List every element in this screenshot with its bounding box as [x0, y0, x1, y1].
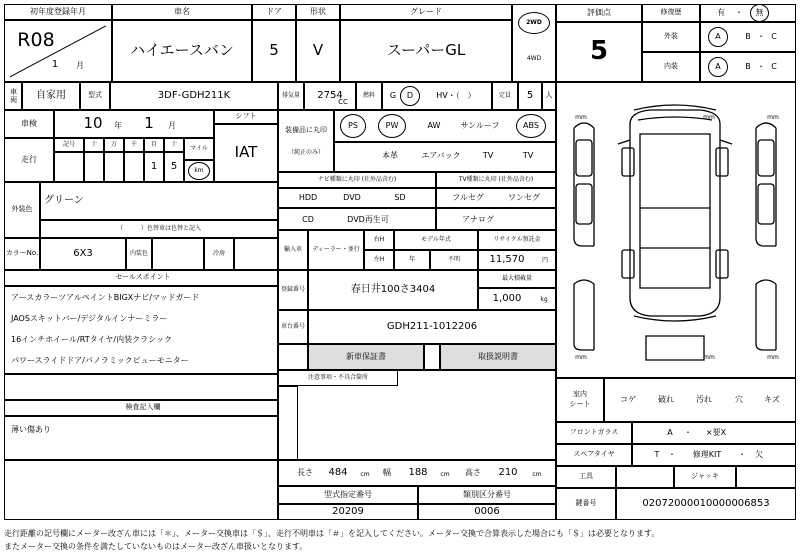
use-value: 自家用	[22, 82, 80, 110]
import-lefth: 左H	[364, 250, 394, 270]
class-no-label: 類別区分番号	[418, 486, 556, 504]
nav-dvdplay: DVD再生可	[347, 214, 389, 224]
mm-mark-4: mm	[703, 353, 715, 361]
car-name-label: 車名	[112, 4, 252, 20]
caution-area	[278, 370, 556, 460]
sales-line-0: アースカラーツアルペイントBIGXナビ/マッドガード	[11, 292, 200, 302]
recycle-value: 11,570	[489, 253, 525, 265]
inspect-month-unit: 月	[168, 120, 176, 130]
recycle-label: リサイクル預託金	[478, 230, 556, 250]
width-unit: cm	[440, 470, 450, 478]
history-label: 修復歴	[642, 4, 700, 22]
seat-item-2: 汚れ	[696, 394, 712, 404]
fuel-hv: HV・（ ）	[436, 90, 476, 100]
inspect-notes-line-0: 薄い傷あり	[11, 424, 51, 434]
nav-dvd: DVD	[343, 192, 361, 202]
maxload-value: 1,000	[492, 292, 522, 304]
reg-year: R08	[17, 29, 55, 52]
front-glass-label: フロントガラス	[556, 422, 632, 444]
mileage-unit-km: km	[188, 162, 210, 180]
vin-label	[278, 310, 308, 344]
color-value: グリーン	[40, 182, 278, 220]
disp-value: 2754	[304, 82, 356, 110]
spare-item-0: T	[654, 449, 660, 459]
spare-item-3: ・	[738, 449, 746, 459]
model-year-year: 年	[394, 250, 430, 270]
grade-value: スーパーGL	[340, 20, 512, 82]
jack-value	[736, 466, 796, 488]
sales-title	[4, 270, 278, 286]
footer-line-1: 走行距離の記号欄にメーター改ざん車には「＊」、メーター交換車は「＄」、走行不明車は「＃」を記入してください。メーター交換で合算表示した場合にも「＄」は必要となります。	[4, 529, 660, 538]
colorno-value: 6X3	[40, 238, 126, 270]
caution-left-col	[278, 386, 298, 460]
colorno-label	[4, 238, 40, 270]
innercolor-value	[152, 238, 204, 270]
mileage-cell-2	[104, 152, 124, 182]
seat-label: シート	[569, 400, 591, 408]
cap-value: 5	[518, 82, 542, 110]
mileage-cell-3	[124, 152, 144, 182]
exterior-sep: ・	[757, 31, 765, 41]
regnum-label-text: 登録番号	[280, 286, 305, 293]
caution-label: 注意事項・不具合箇所	[278, 370, 398, 386]
model-value: 3DF-GDH211K	[110, 82, 278, 110]
equip-pw: PW	[378, 114, 406, 138]
mm-mark-1: mm	[703, 113, 715, 121]
vin-label-text: 車台番号	[280, 323, 305, 330]
import-label	[278, 230, 308, 270]
spare-item-1: ・	[668, 449, 676, 459]
equip-airbag: エアバック	[421, 150, 461, 160]
manual-button[interactable]: 取扱説明書	[440, 344, 556, 370]
button-spacer-1	[278, 344, 308, 370]
button-spacer-2	[424, 344, 440, 370]
seat-item-0: コゲ	[620, 394, 636, 404]
exterior-a: A	[708, 27, 728, 47]
front-glass-a: A	[667, 427, 673, 437]
interior-c: C	[771, 61, 777, 71]
mm-mark-2: mm	[767, 113, 779, 121]
tool-value	[616, 466, 674, 488]
grade-label: グレード	[340, 4, 512, 20]
tv-fullseg: フルセグ	[452, 192, 484, 202]
mileage-cell-1	[84, 152, 104, 182]
mileage-head-5: 十	[164, 138, 184, 152]
spare-item-2: 修理KIT	[692, 449, 722, 459]
equip-title-sub: （純正のみ）	[287, 148, 324, 156]
tv-oneseg: ワンセグ	[508, 192, 540, 202]
footer-line-2: またメーター交換の条件を満たしていないものはメーター改ざん車扱いとなります。	[4, 542, 308, 551]
score-value: 5	[556, 22, 642, 82]
fuel-label: 燃料	[356, 82, 382, 110]
seat-item-1: 破れ	[658, 394, 674, 404]
length-label: 長さ	[297, 467, 313, 477]
interior-a: A	[708, 57, 728, 77]
import-label-text: 輸入車	[283, 246, 302, 253]
equip-tv2: TV	[522, 150, 534, 160]
equip-title	[280, 118, 332, 142]
key-value: 02072000010000006853	[616, 488, 796, 520]
key-label-text: 鍵番号	[575, 499, 597, 508]
innercolor-label-text: 内装色	[129, 250, 148, 257]
length-unit: cm	[360, 470, 370, 478]
sales-gap-box	[4, 374, 278, 400]
shape-label: 形状	[296, 4, 340, 20]
reg-month: 1	[51, 58, 59, 70]
drive-4wd: 4WD	[526, 54, 542, 62]
inspect-notes-title-text: 検査記入欄	[125, 403, 161, 412]
seat-item-3: 穴	[735, 394, 743, 404]
aircon-label: 冷房	[204, 238, 234, 270]
nav-cd: CD	[302, 214, 314, 224]
mileage-label: 走行	[4, 138, 54, 182]
sales-line-3: パワースライドドア/パノラミックビューモニター	[11, 355, 189, 365]
equip-tv1: TV	[482, 150, 494, 160]
import-righth: 右H	[364, 230, 394, 250]
inspect-year: 10	[83, 114, 103, 133]
type-no-label: 型式指定番号	[278, 486, 418, 504]
mm-mark-5: mm	[767, 353, 779, 361]
mileage-unit-mile: マイル	[184, 138, 214, 160]
innercolor-label	[126, 238, 152, 270]
mm-mark-3: mm	[575, 353, 587, 361]
equip-leather: 本革	[382, 150, 398, 160]
type-no-value: 20209	[278, 504, 418, 520]
mileage-cell-5: 5	[164, 152, 184, 182]
mileage-head-4: 百	[144, 138, 164, 152]
spare-tire-label: スペアタイヤ	[556, 444, 632, 466]
mileage-cell-4: 1	[144, 152, 164, 182]
front-glass-x: ×要X	[705, 427, 727, 437]
maxload-label: 最大積載量	[478, 270, 556, 288]
sales-line-2: 16インチホイール/RTタイヤ/内装クラシック	[11, 334, 172, 344]
regnum-value: 春日井100さ3404	[308, 270, 478, 310]
room-label: 室内	[573, 390, 587, 399]
nav-hdd: HDD	[298, 192, 318, 202]
nav-title: ナビ種類に丸印 (社外品含む)	[278, 172, 436, 188]
spare-item-4: 欠	[755, 449, 763, 459]
colorno-label-text: カラーNo.	[5, 249, 39, 258]
car-name-value: ハイエースバン	[112, 20, 252, 82]
seat-item-4: キズ	[764, 394, 780, 404]
vin-value: GDH211-1012206	[308, 310, 556, 344]
history-yes: 有	[717, 7, 725, 17]
mileage-head-2: 万	[104, 138, 124, 152]
interior-b: B	[745, 61, 751, 71]
length-value: 484	[328, 466, 348, 478]
door-value: 5	[252, 20, 296, 82]
reg-month-unit: 月	[76, 60, 84, 70]
nav-sd: SD	[394, 192, 406, 202]
use-label: 車両	[4, 82, 22, 110]
score-title: 評価点	[556, 4, 642, 22]
model-label: 型式	[80, 82, 110, 110]
tool-label: 工具	[556, 466, 616, 488]
equip-title-main: 装備品に丸印	[285, 125, 327, 134]
color-label: 外装色	[4, 182, 40, 238]
shape-value: V	[296, 20, 340, 82]
inspect-notes-title	[4, 400, 278, 416]
height-label: 高さ	[465, 467, 481, 477]
mileage-cell-0	[54, 152, 84, 182]
color-note: （ ）色替車は色替と記入	[40, 220, 278, 238]
height-unit: cm	[532, 470, 542, 478]
door-label: ドア	[252, 4, 296, 20]
regnum-label	[278, 270, 308, 310]
mileage-head-3: 千	[124, 138, 144, 152]
shift-label: シフト	[214, 110, 278, 124]
aircon-value	[234, 238, 278, 270]
interior-sep2: ・	[757, 61, 765, 71]
interior-label: 内装	[642, 52, 700, 82]
front-glass-sep: ・	[684, 427, 692, 437]
class-no-value: 0006	[418, 504, 556, 520]
drive-2wd: 2WD	[518, 12, 550, 34]
room-seat-label	[556, 378, 604, 422]
cap-label: 定員	[492, 82, 518, 110]
tv-title: TV種類に丸印 (社外品含む)	[436, 172, 556, 188]
history-no: 無	[750, 4, 769, 22]
model-year-label: モデル年式	[394, 230, 478, 250]
history-sep: ・	[735, 7, 743, 17]
inspect-label: 車検	[4, 110, 54, 138]
equip-ps: PS	[340, 114, 366, 138]
shift-value: IAT	[214, 124, 278, 182]
equip-sunroof: サンルーフ	[460, 120, 500, 130]
left-bottom-filler	[4, 460, 278, 520]
cap-unit: 人	[542, 82, 556, 110]
height-value: 210	[498, 466, 518, 478]
exterior-b: B	[745, 31, 751, 41]
mileage-head-1: 十	[84, 138, 104, 152]
equip-aw: AW	[427, 120, 441, 130]
inspect-month: 1	[144, 114, 154, 133]
reg-date-label: 初年度登録年月	[4, 4, 112, 20]
recycle-unit: 円	[541, 256, 548, 264]
fuel-d: D	[400, 86, 420, 106]
sales-title-text: セールスポイント	[115, 273, 171, 282]
mileage-head-0: 記号	[54, 138, 84, 152]
width-value: 188	[408, 466, 428, 478]
inspect-year-unit: 年	[114, 120, 122, 130]
key-label	[556, 488, 616, 520]
maxload-unit: kg	[540, 295, 548, 303]
exterior-c: C	[771, 31, 777, 41]
import-dealer-text: ディーラー・並行	[312, 246, 360, 254]
import-dealer	[308, 230, 364, 270]
model-year-unknown: 不明	[430, 250, 478, 270]
new-warranty-button[interactable]: 新車保証書	[308, 344, 424, 370]
disp-label	[278, 82, 304, 110]
jack-label: ジャッキ	[674, 466, 736, 488]
equip-abs: ABS	[516, 114, 546, 138]
vehicle-diagram	[560, 88, 792, 370]
width-label: 幅	[383, 467, 391, 477]
tv-analog: アナログ	[462, 214, 494, 224]
fuel-g: G	[389, 90, 397, 100]
sales-line-1: JAOSスキットバー/デジタルインナーミラー	[11, 313, 168, 323]
disp-unit: CC	[338, 98, 348, 107]
exterior-label: 外装	[642, 22, 700, 52]
equip-leather-wrap	[338, 148, 368, 164]
disp-label-text: 排気量	[281, 92, 300, 99]
mm-mark-0: mm	[575, 113, 587, 121]
